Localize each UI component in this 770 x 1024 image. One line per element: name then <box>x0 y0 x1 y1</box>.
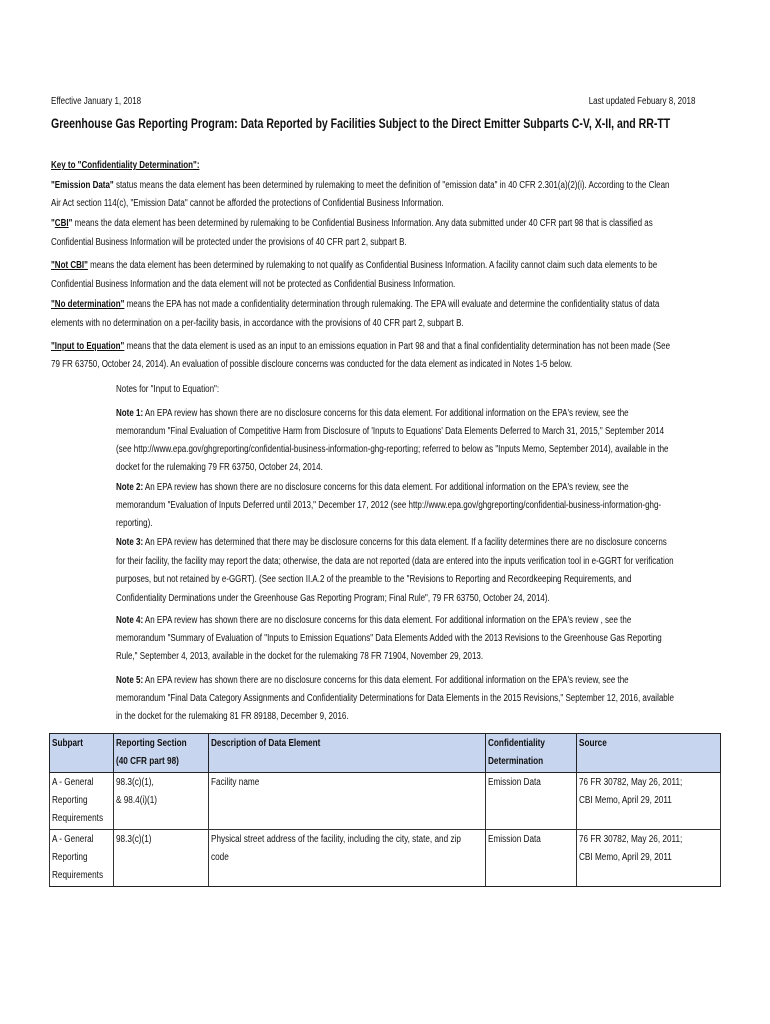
cbi-term: CBI <box>54 218 69 229</box>
note-1-line2: memorandum "Final Evaluation of Competitive Harm from Disclosure of 'Inputs to Equations' Data Elements Deferred to March 31, 2015," September 2014 <box>116 426 665 437</box>
note-3-line4: Confidentiality Derminations under the Greenhouse Gas Reporting Program; Final Rule", 79 FR 63750, October 24, 2014). <box>116 593 550 604</box>
key-cbi-line2: Confidential Business Information will be protected under the provisions of 40 CFR part 2, subpart B. <box>51 237 407 248</box>
note-3-line3: purposes, but not retained by e-GGRT). (See section II.A.2 of the preamble to the "Revisions to Reporting and Recordkeeping Requirements, and <box>116 574 632 585</box>
key-input-to-equation-line2: 79 FR 63750, October 24, 2014). An evaluation of possible discloure concerns was conducted for the data element as indicated in Notes 1-5 below. <box>51 359 573 370</box>
key-not-cbi-line2: Confidential Business Information and the data element will not be protected as Confidential Business Information. <box>51 279 456 290</box>
header-description: Description of Data Element <box>209 734 486 773</box>
cell-description: Facility name <box>209 773 486 830</box>
last-updated-date: Last updated Febuary 8, 2018 <box>588 96 695 107</box>
no-determination-term: "No determination" <box>51 299 125 310</box>
table-row <box>50 773 721 830</box>
data-elements-table <box>49 733 721 887</box>
note-3-line2: for their facility, the facility may report the data; otherwise, the data are not reported (data are entered into the inputs verification tool in e-GGRT for verification <box>116 556 674 567</box>
header-confidentiality: Confidentiality Determination <box>486 734 577 773</box>
note-4-line2: memorandum "Summary of Evaluation of "Inputs to Emission Equations" Data Elements Added with the 2013 Revisions to the Greenhouse Gas Reporting <box>116 633 662 644</box>
cell-description: Physical street address of the facility, including the city, state, and zip code <box>209 830 486 887</box>
cell-reporting-section: 98.3(c)(1) <box>114 830 209 887</box>
cell-confidentiality: Emission Data <box>486 773 577 830</box>
note-1-line1: Note 1: An EPA review has shown there are no disclosure concerns for this data element. For additional information on the EPA's review, see the <box>116 408 629 419</box>
note-5-line1: Note 5: An EPA review has shown there are no disclosure concerns for this data element. For additional information on the EPA's review, see the <box>116 675 629 686</box>
key-no-determination-line1: "No determination" means the EPA has not made a confidentiality determination through rulemaking. The EPA will evaluate and determine the confidentiality status of data <box>51 299 660 310</box>
notes-heading: Notes for "Input to Equation": <box>116 384 220 395</box>
table-header-row <box>50 734 721 773</box>
note-2-line2: memorandum "Evaluation of Inputs Deferred until 2013," December 17, 2012 (see http://www.epa.gov/ghgreporting/confidential-business-information-ghg- <box>116 500 662 511</box>
header-source: Source <box>577 734 721 773</box>
note-4-line3: Rule," September 4, 2013, available in the docket for the rulemaking 78 FR 71904, November 29, 2013. <box>116 651 484 662</box>
key-heading: Key to "Confidentiality Determination": <box>51 160 200 171</box>
document-title: Greenhouse Gas Reporting Program: Data Reported by Facilities Subject to the Direct Emitter Subparts C-V, X-II, and RR-TT <box>51 116 671 131</box>
note-5-line2: memorandum "Final Data Category Assignments and Confidentiality Determinations for Data Elements in the 2015 Revisions," September 12, 2016, available <box>116 693 674 704</box>
cell-source: 76 FR 30782, May 26, 2011; CBI Memo, April 29, 2011 <box>577 830 721 887</box>
note-3-line1: Note 3: An EPA review has determined that there may be disclosure concerns for this data element. If a facility determines there are no disclosure concerns <box>116 537 667 548</box>
note-2-line1: Note 2: An EPA review has shown there are no disclosure concerns for this data element. For additional information on the EPA's review, see the <box>116 482 629 493</box>
note-4-line1: Note 4: An EPA review has shown there are no disclosure concerns for this data element. For additional information on the EPA's review , see the <box>116 615 632 626</box>
key-input-to-equation-line1: "Input to Equation" means that the data element is used as an input to an emissions equation in Part 98 and that a final confidentiality determination has not been made (See <box>51 341 671 352</box>
note-5-line3: in the docket for the rulemaking 81 FR 89188, December 9, 2016. <box>116 711 349 722</box>
note-2-line3: reporting). <box>116 518 153 529</box>
key-no-determination-line2: elements with no determination on a per-facility basis, in accordance with the provisions of 40 CFR part 2, subpart B. <box>51 318 464 329</box>
note-1-line4: docket for the rulemaking 79 FR 63750, October 24, 2014. <box>116 462 323 473</box>
header-subpart: Subpart <box>50 734 114 773</box>
key-emission-data-line1: "Emission Data" status means the data element has been determined by rulemaking to meet the definition of "emission data" in 40 CFR 2.301(a)(2)(i). According to the Clean <box>51 180 670 191</box>
emission-data-term: "Emission Data" <box>51 180 114 191</box>
key-cbi-line1: "CBI" means the data element has been determined by rulemaking to be Confidential Business Information. Any data submitted under 40 CFR part 98 that is classified as <box>51 218 653 229</box>
input-to-equation-term: "Input to Equation" <box>51 341 125 352</box>
cell-source: 76 FR 30782, May 26, 2011; CBI Memo, April 29, 2011 <box>577 773 721 830</box>
key-emission-data-line2: Air Act section 114(c), "Emission Data" cannot be afforded the protections of Confidential Business Information. <box>51 198 444 209</box>
effective-date: Effective January 1, 2018 <box>51 96 142 107</box>
key-not-cbi-line1: "Not CBI" means the data element has been determined by rulemaking to not qualify as Confidential Business Information. A facility cannot claim such data elements to be <box>51 260 658 271</box>
table-row <box>50 830 721 887</box>
cell-subpart: A - General Reporting Requirements <box>50 830 114 887</box>
cell-reporting-section: 98.3(c)(1), & 98.4(i)(1) <box>114 773 209 830</box>
note-1-line3: (see http://www.epa.gov/ghgreporting/confidential-business-information-ghg-reporting; referred to below as "Inputs Memo, September 2014), available in the <box>116 444 669 455</box>
cell-confidentiality: Emission Data <box>486 830 577 887</box>
cell-subpart: A - General Reporting Requirements <box>50 773 114 830</box>
header-reporting-section: Reporting Section (40 CFR part 98) <box>114 734 209 773</box>
not-cbi-term: "Not CBI" <box>51 260 88 271</box>
